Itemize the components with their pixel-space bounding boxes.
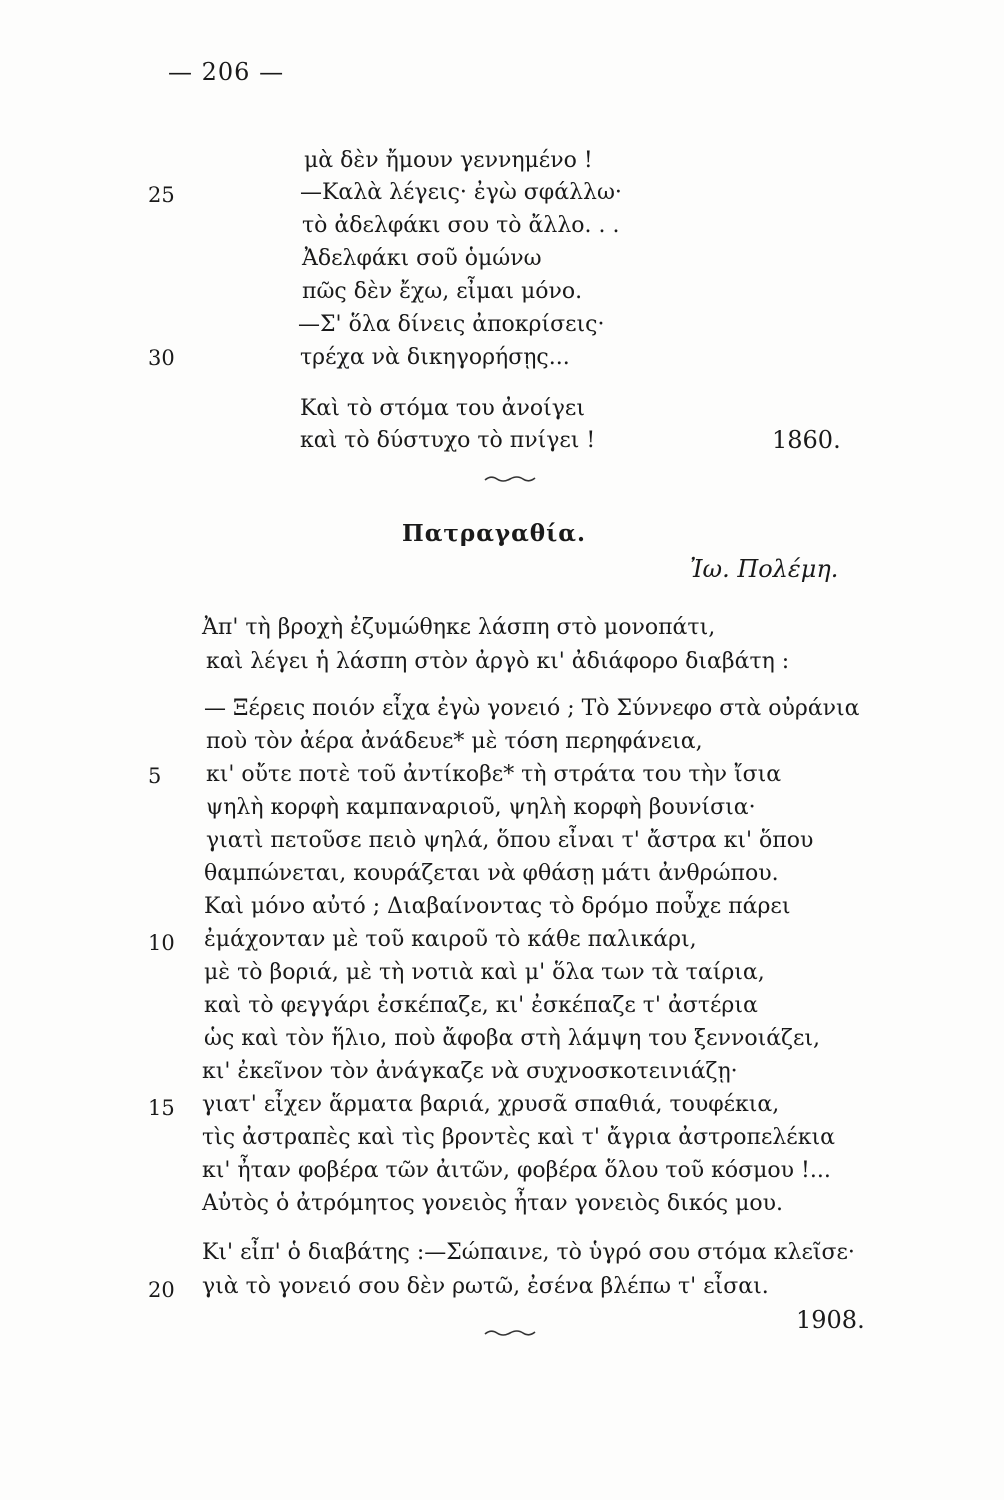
poem2-author: Ἰω. Πολέμη. <box>690 555 839 583</box>
line-number: 5 <box>148 764 162 788</box>
poem2-line: γιατὶ πετοῦσε πειὸ ψηλά, ὅπου εἶναι τ' ἄστρα κι' ὅπου <box>206 828 814 853</box>
line-number: 30 <box>148 346 175 370</box>
poem2-line: κι' οὔτε ποτὲ τοῦ ἀντίκοβε* τὴ στράτα του τὴν ἴσια <box>206 762 782 787</box>
poem2-line: γιατ' εἶχεν ἅρματα βαριά, χρυσᾶ σπαθιά, τουφέκια, <box>202 1092 780 1117</box>
poem2-line: καὶ τὸ φεγγάρι ἐσκέπαζε, κι' ἐσκέπαζε τ' ἀστέρια <box>204 993 758 1018</box>
poem2-line: τὶς ἀστραπὲς καὶ τὶς βροντὲς καὶ τ' ἄγρια ἀστροπελέκια <box>202 1125 835 1150</box>
poem1-line: —Καλὰ λέγεις· ἐγὼ σφάλλω· <box>300 180 622 205</box>
poem2-line: κι' ἦταν φοβέρα τῶν ἀιτῶν, φοβέρα ὅλου τοῦ κόσμου !... <box>202 1158 831 1183</box>
poem1-line: καὶ τὸ δύστυχο τὸ πνίγει ! <box>300 428 596 453</box>
poem2-line: ἐμάχονταν μὲ τοῦ καιροῦ τὸ κάθε παλικάρι, <box>204 927 697 952</box>
poem1-year: 1860. <box>772 426 841 454</box>
poem1-line: τὸ ἀδελφάκι σου τὸ ἄλλο. . . <box>302 213 620 238</box>
section-divider <box>484 1328 536 1338</box>
poem2-line: ὡς καὶ τὸν ἥλιο, ποὺ ἄφοβα στὴ λάμψη του ξεννοιάζει, <box>204 1026 820 1051</box>
poem1-line: πῶς δὲν ἔχω, εἶμαι μόνο. <box>302 279 583 304</box>
poem2-line: γιὰ τὸ γονειό σου δὲν ρωτῶ, ἐσένα βλέπω τ' εἶσαι. <box>202 1274 769 1299</box>
poem2-line: Κι' εἶπ' ὁ διαβάτης :—Σώπαινε, τὸ ὑγρό σου στόμα κλεῖσε· <box>202 1240 855 1265</box>
poem2-year: 1908. <box>796 1306 865 1334</box>
poem2-line: ψηλὴ κορφὴ καμπαναριοῦ, ψηλὴ κορφὴ βουνίσια· <box>206 795 756 820</box>
poem2-line: Καὶ μόνο αὐτό ; Διαβαίνοντας τὸ δρόμο ποὖχε πάρει <box>204 894 791 919</box>
poem2-line: Αὐτὸς ὁ ἀτρόμητος γονειὸς ἦταν γονειὸς δικός μου. <box>202 1191 784 1216</box>
section-divider <box>484 474 536 484</box>
line-number: 25 <box>148 183 175 207</box>
poem2-line: κι' ἐκεῖνον τὸν ἀνάγκαζε νὰ συχνοσκοτεινιάζῃ· <box>202 1059 738 1084</box>
poem2-line: — Ξέρεις ποιόν εἶχα ἐγὼ γονειό ; Τὸ Σύννεφο στὰ οὐράνια <box>204 696 860 721</box>
line-number: 20 <box>148 1278 175 1302</box>
poem2-line: Ἀπ' τὴ βροχὴ ἐζυμώθηκε λάσπη στὸ μονοπάτι, <box>202 615 716 640</box>
poem1-line: Καὶ τὸ στόμα του ἀνοίγει <box>300 396 585 421</box>
poem2-line: ποὺ τὸν ἀέρα ἀνάδευε* μὲ τόση περηφάνεια, <box>206 729 703 754</box>
poem2-line: θαμπώνεται, κουράζεται νὰ φθάσῃ μάτι ἀνθρώπου. <box>204 861 779 886</box>
page-number: — 206 — <box>168 58 285 86</box>
line-number: 15 <box>148 1096 175 1120</box>
poem1-line: τρέχα νὰ δικηγορήσῃς... <box>300 345 570 370</box>
poem2-line: μὲ τὸ βοριά, μὲ τὴ νοτιὰ καὶ μ' ὅλα των τὰ ταίρια, <box>204 960 765 985</box>
poem1-line: μὰ δὲν ἤμουν γεννημένο ! <box>304 148 593 173</box>
line-number: 10 <box>148 931 175 955</box>
poem2-line: καὶ λέγει ἡ λάσπη στὸν ἀργὸ κι' ἀδιάφορο διαβάτη : <box>206 649 790 674</box>
poem1-line: Ἀδελφάκι σοῦ ὁμώνω <box>302 246 542 271</box>
poem1-line: —Σ' ὅλα δίνεις ἀποκρίσεις· <box>298 312 605 337</box>
poem2-title: Πατραγαθία. <box>402 520 586 547</box>
